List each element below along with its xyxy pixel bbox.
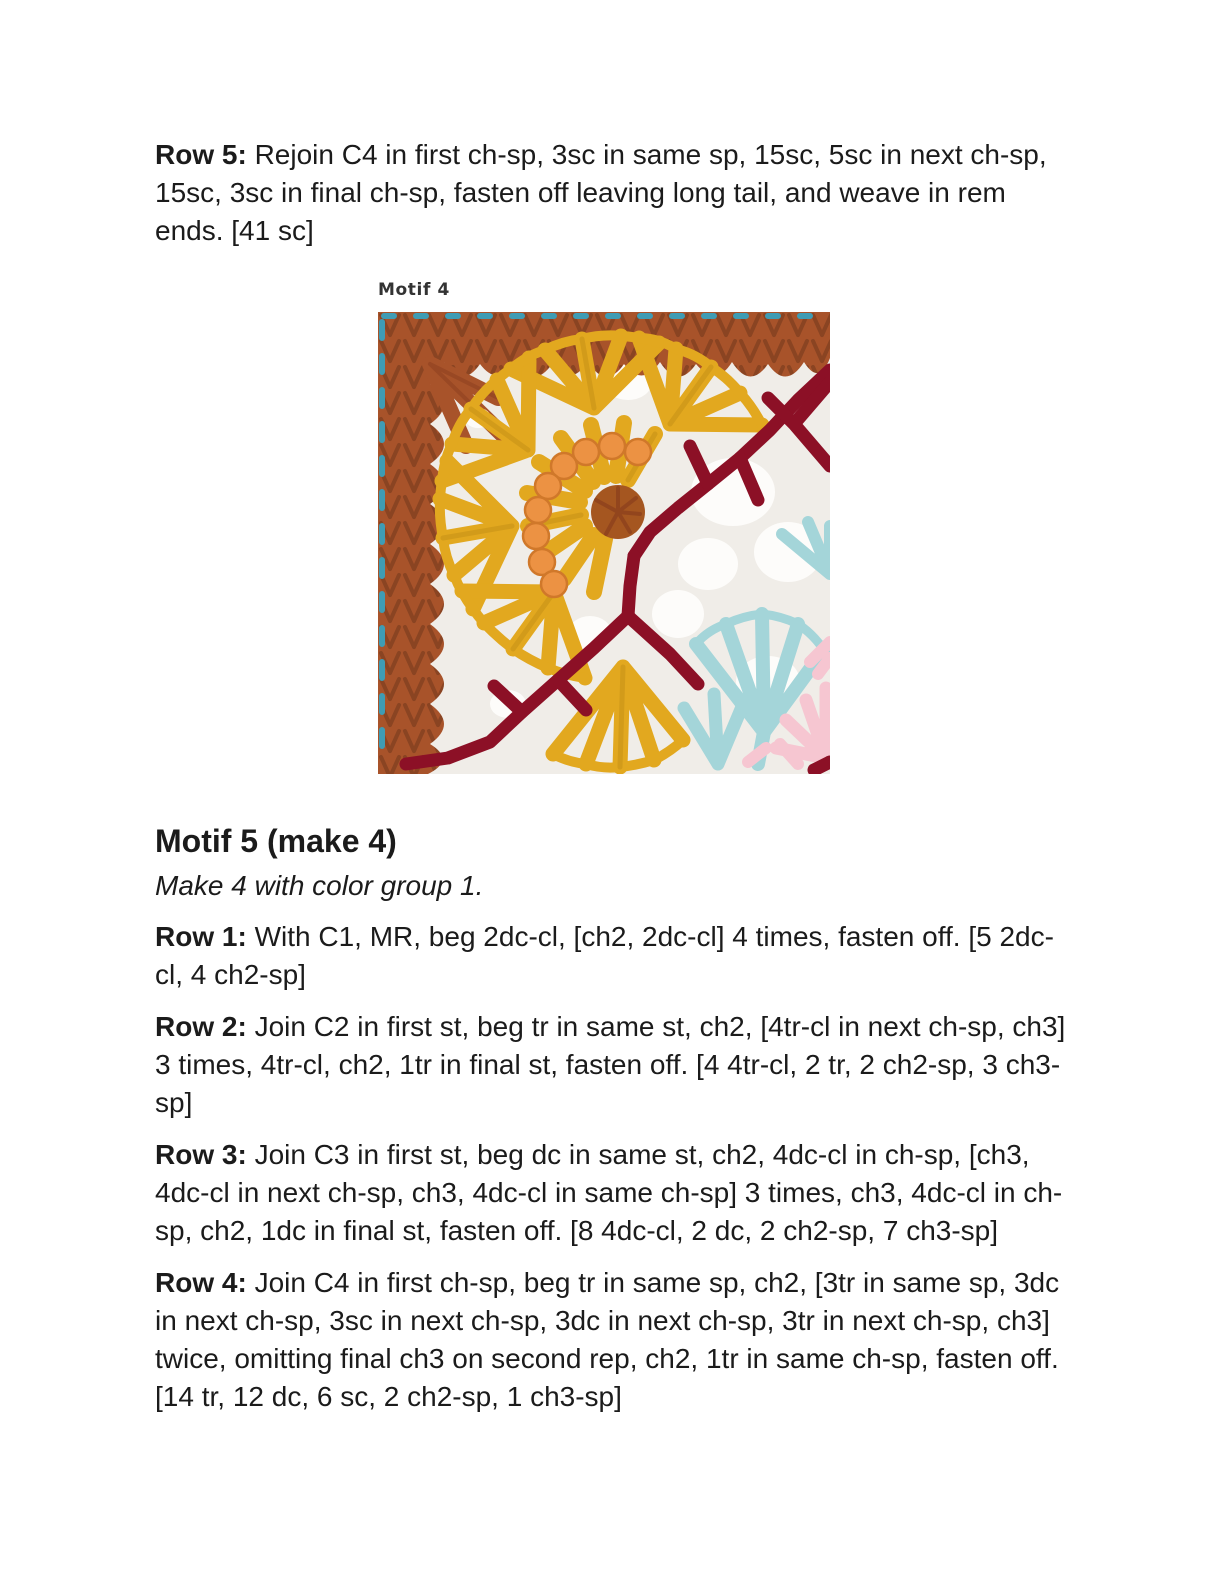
row-text: Join C3 in first st, beg dc in same st, ch2, 4dc-cl in ch-sp, [ch3, 4dc-cl in next ch-sp, ch3, 4dc-cl in same ch-sp] 3 times, ch3, 4dc-cl in ch-sp, ch2, 1dc in final st, fasten off. [8 4dc-cl, 2 dc, 2 ch2-sp, 7 ch3-sp] (155, 1139, 1063, 1246)
row-label: Row 5: (155, 139, 247, 170)
motif-4-figure (378, 280, 830, 774)
motif-center (591, 485, 645, 539)
row-label: Row 3: (155, 1139, 247, 1170)
row-2-instruction (155, 1008, 1071, 1122)
row-3-instruction (155, 1136, 1071, 1250)
row-label: Row 1: (155, 921, 247, 952)
row-text: Rejoin C4 in first ch-sp, 3sc in same sp, 15sc, 5sc in next ch-sp, 15sc, 3sc in final ch-sp, fasten off leaving long tail, and weave in rem ends. [41 sc] (155, 139, 1047, 246)
motif-5-instructions (155, 918, 1071, 1416)
row-text: Join C2 in first st, beg tr in same st, ch2, [4tr-cl in next ch-sp, ch3] 3 times, 4tr-cl, ch2, 1tr in final st, fasten off. [4 4tr-cl, 2 tr, 2 ch2-sp, 3 ch3-sp] (155, 1011, 1066, 1118)
row-label: Row 4: (155, 1267, 247, 1298)
row-text: With C1, MR, beg 2dc-cl, [ch2, 2dc-cl] 4 times, fasten off. [5 2dc-cl, 4 ch2-sp] (155, 921, 1054, 990)
row-5-instruction (155, 136, 1071, 250)
row-1-instruction (155, 918, 1071, 994)
motif-4-photo (378, 312, 830, 774)
section-heading-motif-5: Motif 5 (make 4) (155, 823, 397, 859)
row-label: Row 2: (155, 1011, 247, 1042)
row-text: Join C4 in first ch-sp, beg tr in same sp, ch2, [3tr in same sp, 3dc in next ch-sp, 3sc in next ch-sp, 3dc in next ch-sp, 3tr in next ch-sp, ch3] twice, omitting final ch3 on second rep, ch2, 1tr in same ch-sp, fasten off. [14 tr, 12 dc, 6 sc, 2 ch2-sp, 1 ch3-sp] (155, 1267, 1060, 1412)
colorway-note: Make 4 with color group 1. (155, 870, 484, 901)
figure-caption: Motif 4 (378, 280, 450, 300)
row-4-instruction (155, 1264, 1071, 1416)
